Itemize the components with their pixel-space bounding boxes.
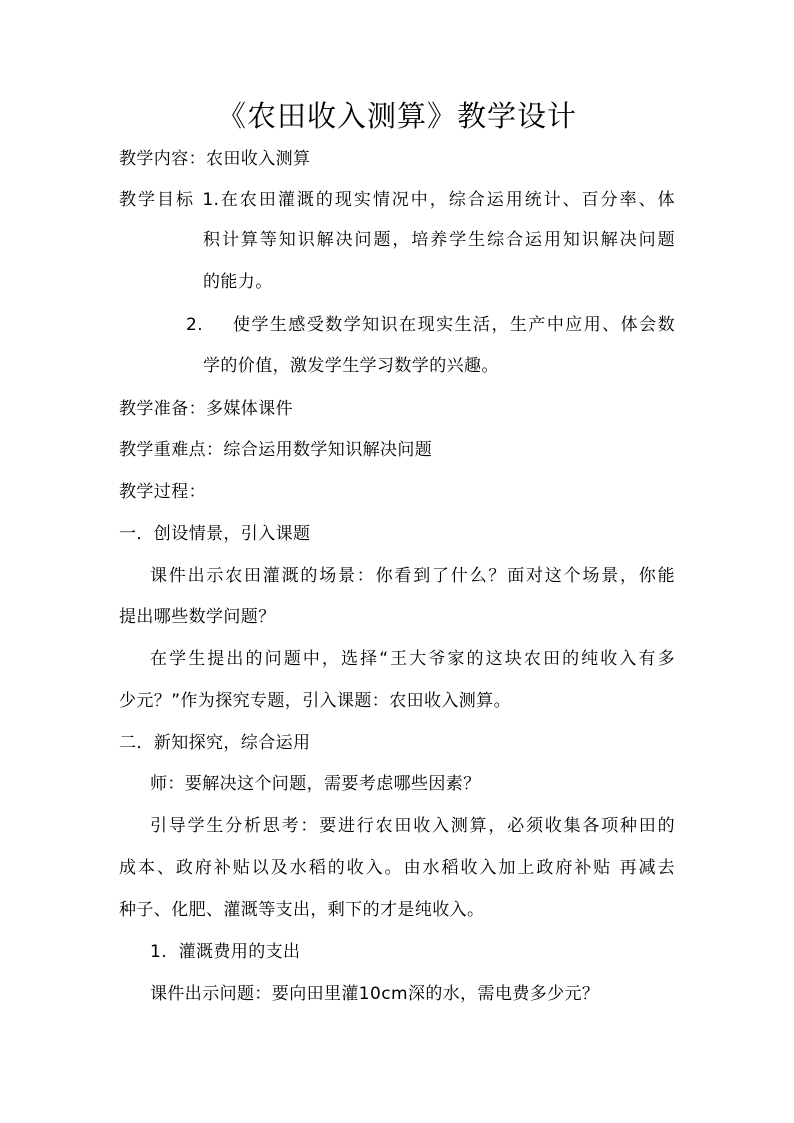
- teaching-goal-line-1: 教学目标 1.在农田灌溉的现实情况中，综合运用统计、百分率、体: [119, 190, 675, 210]
- teaching-goal-2-line-2: 学的价值，激发学生学习数学的兴趣。: [203, 356, 499, 376]
- subsection-1-paragraph-1: 课件出示问题：要向田里灌10cm深的水，需电费多少元？: [150, 984, 600, 1004]
- section-1-heading: 一．创设情景，引入课题: [119, 524, 311, 544]
- section-1-paragraph-1-line-2: 提出哪些数学问题？: [119, 607, 276, 627]
- teaching-key-points-line: 教学重难点：综合运用数学知识解决问题: [119, 440, 433, 460]
- section-2-paragraph-2-line-3: 种子、化肥、灌溉等支出，剩下的才是纯收入。: [119, 900, 485, 920]
- subsection-1-heading: 1. 灌溉费用的支出: [150, 942, 301, 962]
- teaching-goal-line-3: 的能力。: [203, 272, 273, 292]
- section-1-paragraph-2-line-1: 在学生提出的问题中，选择“王大爷家的这块农田的纯收入有多: [150, 649, 675, 669]
- document-title: 《农田收入测算》教学设计: [216, 99, 577, 133]
- teaching-content-line: 教学内容：农田收入测算: [119, 149, 311, 169]
- section-2-paragraph-2-line-2: 成本、政府补贴以及水稻的收入。由水稻收入加上政府补贴 再减去: [119, 858, 675, 878]
- teaching-goal-2-line-1: 使学生感受数学知识在现实生活，生产中应用、体会数: [233, 315, 675, 335]
- teaching-preparation-line: 教学准备：多媒体课件: [119, 399, 293, 419]
- section-1-paragraph-2-line-2: 少元？”作为探究专题，引入课题：农田收入测算。: [119, 691, 512, 711]
- section-2-paragraph-2-line-1: 引导学生分析思考：要进行农田收入测算，必须收集各项种田的: [150, 816, 675, 836]
- section-2-paragraph-1: 师：要解决这个问题，需要考虑哪些因素？: [150, 774, 481, 794]
- teaching-goal-2-number: 2.: [186, 315, 204, 335]
- teaching-process-line: 教学过程：: [119, 482, 206, 502]
- teaching-goal-line-2: 积计算等知识解决问题，培养学生综合运用知识解决问题: [203, 230, 675, 250]
- section-2-heading: 二．新知探究，综合运用: [119, 733, 311, 753]
- section-1-paragraph-1-line-1: 课件出示农田灌溉的场景：你看到了什么？面对这个场景，你能: [150, 566, 675, 586]
